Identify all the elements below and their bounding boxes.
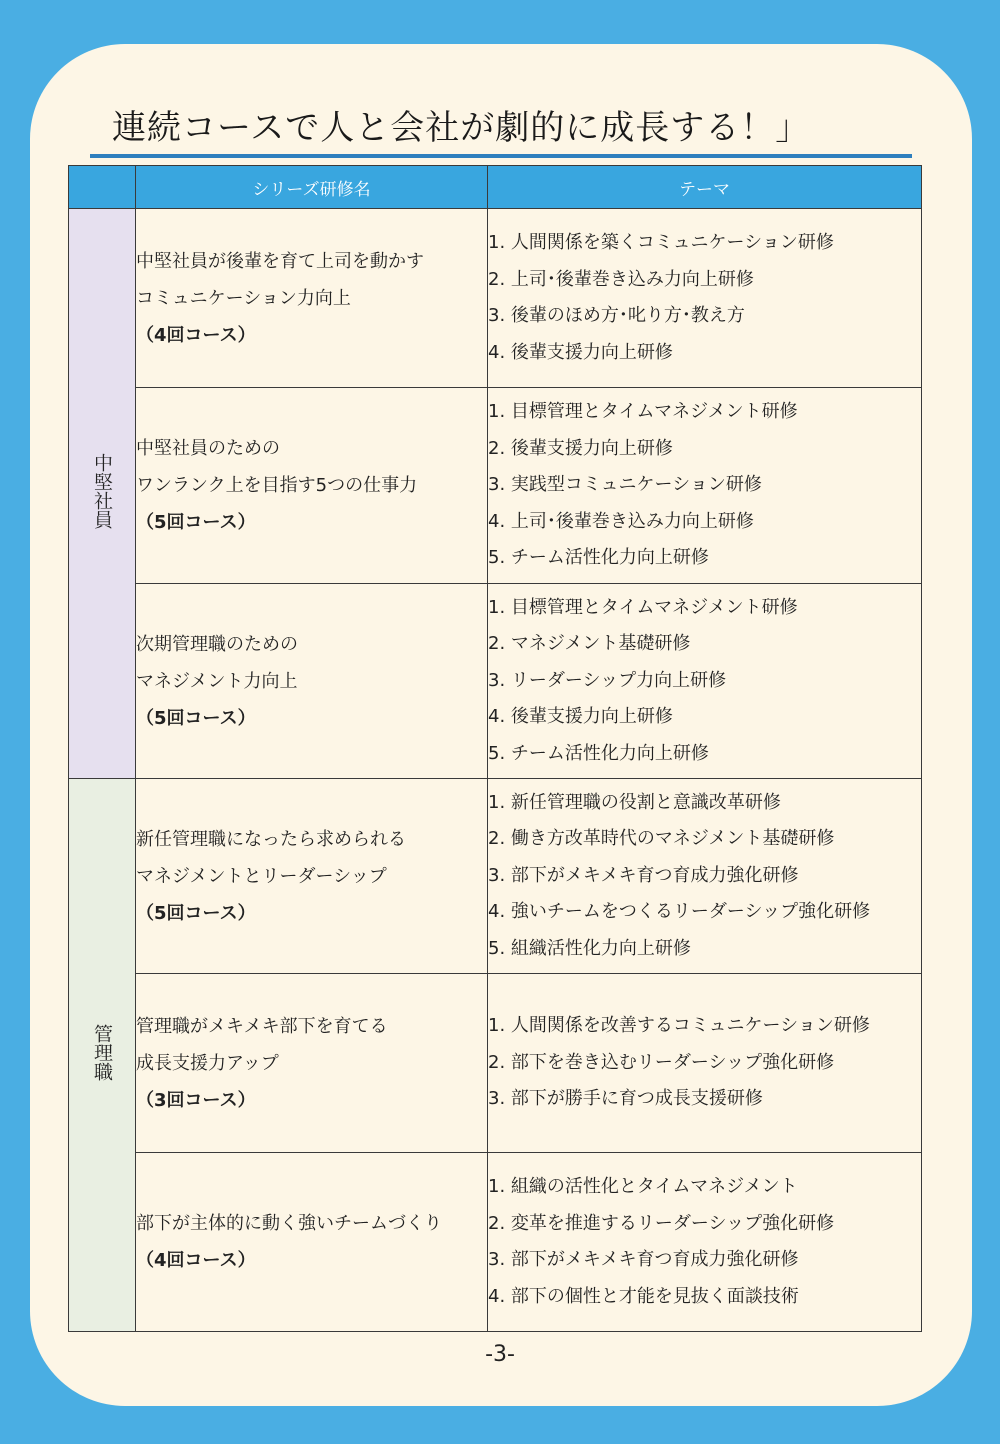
series-name-cell: [136, 584, 488, 779]
page-number: -3-: [485, 1342, 515, 1367]
table-header-row: [69, 166, 922, 209]
theme-item: 1. 人間関係を改善するコミュニケーション研修: [488, 1015, 870, 1037]
course-count: （4回コース）: [136, 1250, 256, 1271]
theme-item: 4. 強いチームをつくるリーダーシップ強化研修: [488, 901, 871, 923]
theme-item: 2. 部下を巻き込むリーダーシップ強化研修: [488, 1051, 835, 1073]
table-row: [69, 974, 922, 1153]
series-name-cell: [136, 779, 488, 974]
theme-list: [488, 1008, 921, 1118]
table-row: [69, 209, 922, 388]
theme-list: [488, 394, 921, 577]
theme-item: 2. 働き方改革時代のマネジメント基礎研修: [488, 828, 835, 850]
course-table: [68, 165, 922, 1332]
theme-item: 2. 上司･後輩巻き込み力向上研修: [488, 268, 754, 290]
series-name-line: 管理職がメキメキ部下を育てる: [136, 1015, 388, 1037]
course-count: （5回コース）: [136, 707, 256, 729]
table-row: [69, 584, 922, 779]
series-name-line: マネジメント力向上: [136, 670, 298, 692]
title-underline: [90, 154, 912, 158]
theme-item: 4. 後輩支援力向上研修: [488, 706, 673, 728]
table-row: [69, 779, 922, 974]
series-name-line: 次期管理職のための: [136, 633, 298, 655]
theme-item: 1. 組織の活性化とタイムマネジメント: [488, 1176, 798, 1197]
theme-item: 5. チーム活性化力向上研修: [488, 547, 709, 569]
header-series-name: シリーズ研修名: [136, 166, 488, 209]
theme-list: [488, 785, 921, 968]
theme-item: 2. 変革を推進するリーダーシップ強化研修: [488, 1212, 835, 1234]
theme-item: 2. マネジメント基礎研修: [488, 633, 691, 655]
page-title: 連続コースで人と会社が劇的に成長する！」: [112, 108, 811, 148]
theme-item: 1. 目標管理とタイムマネジメント研修: [488, 401, 798, 423]
course-count: （4回コース）: [136, 324, 256, 346]
theme-list: [488, 1169, 921, 1315]
theme-item: 1. 人間関係を築くコミュニケーション研修: [488, 232, 834, 253]
theme-item: 3. 部下がメキメキ育つ育成力強化研修: [488, 1249, 799, 1270]
header-corner: [69, 166, 136, 209]
theme-item: 5. チーム活性化力向上研修: [488, 742, 709, 764]
course-count: （3回コース）: [136, 1089, 256, 1111]
category-label: 管理職: [91, 1023, 113, 1081]
theme-item: 1. 新任管理職の役割と意識改革研修: [488, 791, 781, 813]
theme-item: 5. 組織活性化力向上研修: [488, 937, 691, 959]
theme-cell: [488, 974, 922, 1153]
theme-item: 3. 部下がメキメキ育つ育成力強化研修: [488, 864, 799, 886]
table-row: [69, 388, 922, 584]
table-row: [69, 1153, 922, 1332]
category-manager: [69, 779, 136, 1332]
theme-cell: [488, 1153, 922, 1332]
course-count: （5回コース）: [136, 512, 256, 533]
series-name-cell: [136, 1153, 488, 1332]
series-name-line: コミュニケーション力向上: [136, 287, 351, 309]
series-name-line: ワンランク上を目指す5つの仕事力: [136, 475, 418, 496]
theme-item: 2. 後輩支援力向上研修: [488, 437, 673, 459]
theme-cell: [488, 779, 922, 974]
series-name-cell: [136, 974, 488, 1153]
category-mid-level: [69, 209, 136, 779]
header-theme: テーマ: [488, 166, 922, 209]
theme-item: 3. 後輩のほめ方･叱り方･教え方: [488, 305, 745, 326]
series-name-cell: [136, 388, 488, 584]
theme-item: 3. リーダーシップ力向上研修: [488, 669, 727, 691]
theme-cell: [488, 388, 922, 584]
theme-item: 4. 上司･後輩巻き込み力向上研修: [488, 510, 754, 532]
theme-item: 1. 目標管理とタイムマネジメント研修: [488, 596, 798, 618]
course-count: （5回コース）: [136, 902, 256, 924]
series-name-cell: [136, 209, 488, 388]
theme-cell: [488, 584, 922, 779]
series-name-line: 部下が主体的に動く強いチームづくり: [136, 1213, 442, 1234]
series-name-line: 中堅社員のための: [136, 438, 280, 459]
series-name-line: 成長支援力アップ: [136, 1052, 279, 1074]
theme-cell: [488, 209, 922, 388]
theme-item: 4. 後輩支援力向上研修: [488, 341, 673, 363]
theme-item: 3. 部下が勝手に育つ成長支援研修: [488, 1088, 763, 1110]
theme-item: 3. 実践型コミュニケーション研修: [488, 474, 762, 496]
theme-item: 4. 部下の個性と才能を見抜く面談技術: [488, 1285, 799, 1307]
series-name-line: 中堅社員が後輩を育て上司を動かす: [136, 250, 424, 272]
category-label: 中堅社員: [91, 452, 113, 529]
series-name-line: マネジメントとリーダーシップ: [136, 865, 387, 887]
theme-list: [488, 590, 921, 773]
theme-list: [488, 225, 921, 371]
series-name-line: 新任管理職になったら求められる: [136, 828, 406, 850]
